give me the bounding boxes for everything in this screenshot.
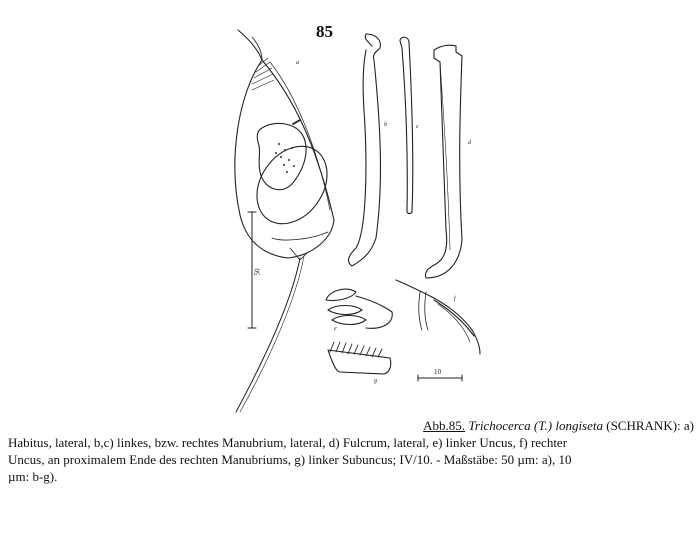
habitus-toe-seta [236,258,300,412]
uncus-left-drawing [326,289,392,328]
caption-heading [8,417,694,434]
panel-label-c: c [416,124,419,130]
habitus-head-spine [238,30,262,60]
uncus-right-drawing [396,280,480,354]
subuncus-drawing [328,342,391,374]
panel-label-a: a [296,60,299,66]
habitus-body [235,60,334,258]
caption-species: Trichocerca (T.) longiseta [468,418,603,433]
panel-label-e: e [334,326,337,332]
scale-label-habitus: 50 [253,268,262,276]
habitus-drawing [235,30,342,412]
manubrium-right-drawing [400,37,413,213]
figure-caption [8,417,694,485]
caption-line-3: µm: b-g). [8,469,58,484]
panel-label-d: d [468,140,471,146]
panel-label-b: b [384,122,387,128]
manubrium-left-drawing [349,34,381,266]
plate-number: 85 [316,22,333,41]
caption-figure-label: Abb.85. [423,418,466,433]
caption-authority: (SCHRANK): a) [606,418,694,433]
panel-label-f: f [454,296,456,302]
fulcrum-drawing [425,45,462,278]
caption-line-2: Uncus, an proximalem Ende des rechten Manubriums, g) linker Subuncus; IV/10. - Maßstäbe: 50 µm: a), 10 [8,452,572,467]
caption-line-1: Habitus, lateral, b,c) linkes, bzw. rechtes Manubrium, lateral, d) Fulcrum, lateral, e) linker Uncus, f) rechter [8,435,568,450]
scale-label-parts: 10 [434,368,441,376]
panel-label-g: g [374,378,377,384]
